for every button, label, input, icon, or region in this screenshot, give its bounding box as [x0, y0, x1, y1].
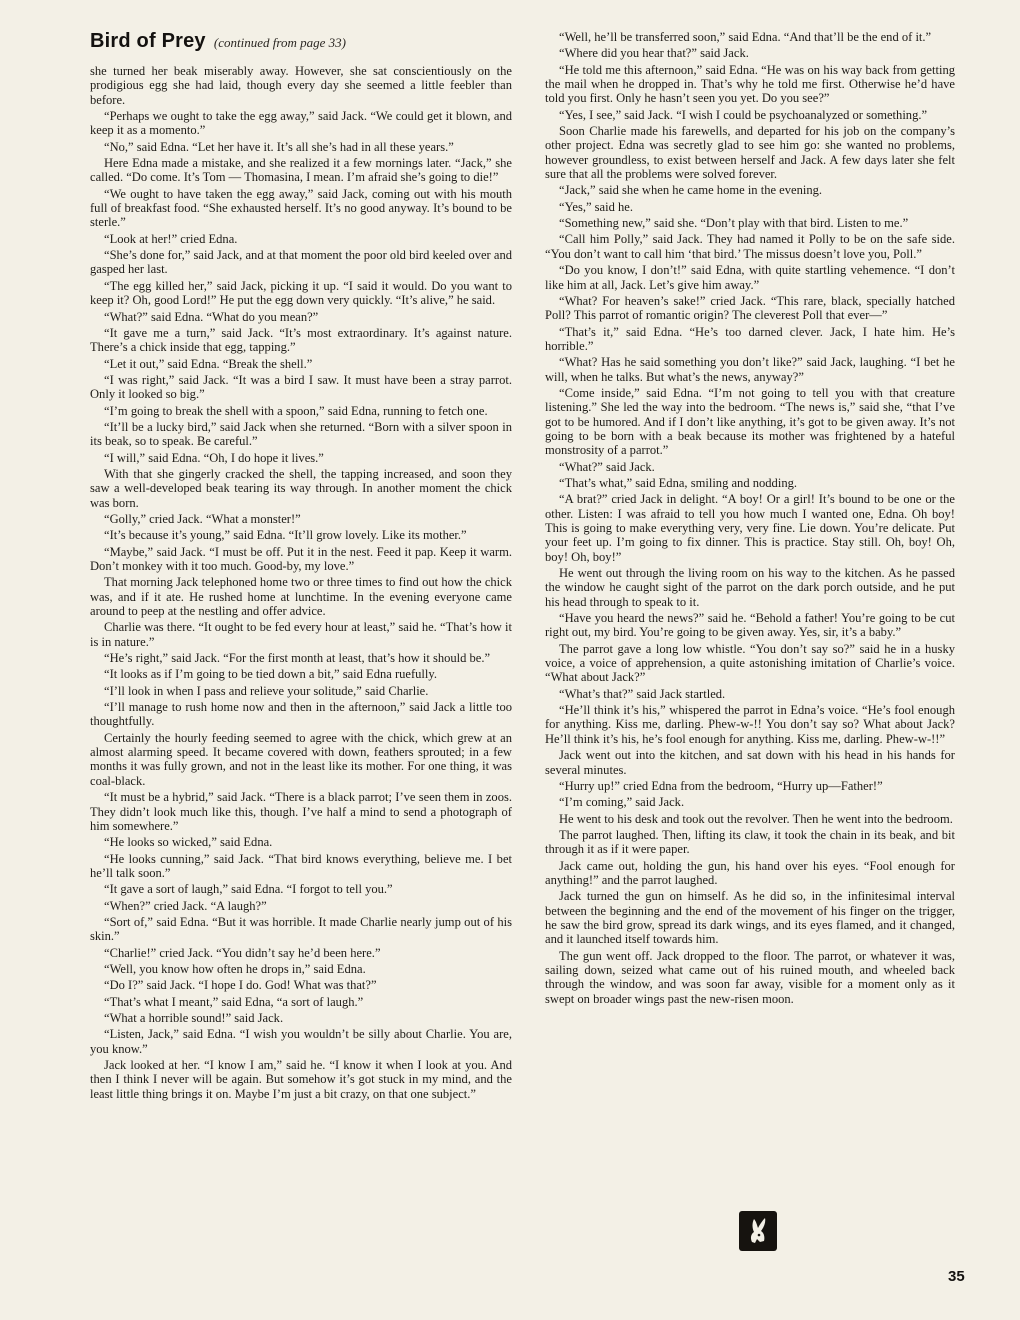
paragraph: “What? Has he said something you don’t like?” said Jack, laughing. “I bet he will, when he talks. But what’s the news, anyway?”	[545, 355, 955, 384]
paragraph: “Maybe,” said Jack. “I must be off. Put it in the nest. Feed it pap. Keep it warm. Don’t monkey with it too much. Good-by, my love.”	[90, 544, 512, 573]
left-column-body	[90, 64, 512, 1101]
paragraph: “I will,” said Edna. “Oh, I do hope it lives.”	[104, 450, 324, 465]
paragraph: “Have you heard the news?” said he. “Behold a father! You’re going to be cut right out, my bird. You’re going to be given away. Yes, sir, it’s a baby.”	[545, 611, 955, 640]
paragraph: she turned her beak miserably away. However, she sat conscientiously on the prodigious egg she had laid, though every day she seemed a little feebler than before.	[90, 64, 512, 107]
page-number: 35	[948, 1268, 965, 1285]
paragraph: “That’s what,” said Edna, smiling and nodding.	[559, 475, 797, 490]
paragraph: “It’ll be a lucky bird,” said Jack when she returned. “Born with a silver spoon in its beak, so to speak. Be careful.”	[90, 419, 512, 449]
paragraph: “I’ll look in when I pass and relieve your solitude,” said Charlie.	[104, 683, 429, 698]
article-heading	[90, 30, 512, 54]
paragraph: “That’s what I meant,” said Edna, “a sort of laugh.”	[104, 994, 364, 1009]
paragraph: “He looks so wicked,” said Edna.	[104, 835, 273, 850]
paragraph: The gun went off. Jack dropped to the floor. The parrot, or whatever it was, sailing down, seized what came out of his ruined mouth, and wheeled back through the window, and was soon far away, visible for a moment only as it swept on broader wings past the new-risen moon.	[545, 948, 955, 1006]
paragraph: “I’m going to break the shell with a spoon,” said Edna, running to fetch one.	[104, 403, 488, 418]
paragraph: “He told me this afternoon,” said Edna. “He was on his way back from getting the mail when he dropped in. That’s why he told me first. Otherwise he’d have told you first. Only he hasn’t seen you yet. Do you see?”	[545, 62, 955, 106]
paragraph: “I’m coming,” said Jack.	[559, 795, 685, 810]
paragraph: “He’ll think it’s his,” whispered the parrot in Edna’s voice. “He’s fool enough for anything. Kiss me, darling. Phew-w-!! You don’t say so? What about Jack? He’ll think it’s his, he’s fool enough for anything. Kiss me, darling. Phew-w-!!”	[545, 703, 955, 746]
paragraph: He went out through the living room on his way to the kitchen. As he passed the window he caught sight of the parrot on the dark porch outside, and he put his head through to speak to it.	[545, 566, 955, 609]
paragraph: The parrot gave a long low whistle. “You don’t say so?” said he in a husky voice, a voice of apprehension, a quite astonishing imitation of Charlie’s voice. “What about Jack?”	[545, 641, 955, 685]
left-column	[90, 30, 512, 1101]
paragraph: “Yes, I see,” said Jack. “I wish I could be psychoanalyzed or something.”	[559, 107, 928, 122]
paragraph: “What? For heaven’s sake!” cried Jack. “This rare, black, specially hatched Poll? This parrot of romantic origin? The cleverest Poll that ever—”	[545, 293, 955, 323]
paragraph: Jack turned the gun on himself. As he did so, in the infinitesimal interval between the beginning and the end of the movement of his finger on the trigger, he saw the bird grow, spread its dark wings, and its eyes flamed, and it changed, and it launched itself towards him.	[545, 889, 955, 947]
paragraph: “Perhaps we ought to take the egg away,” said Jack. “We could get it blown, and keep it as a momento.”	[90, 109, 512, 138]
right-column	[545, 30, 955, 1006]
paragraph: “Listen, Jack,” said Edna. “I wish you wouldn’t be silly about Charlie. You are, you know.”	[90, 1027, 512, 1056]
paragraph: “We ought to have taken the egg away,” said Jack, coming out with his mouth full of breakfast food. “She exhausted herself. It’s no good anyway. It’s bound to be sterle.”	[90, 186, 512, 230]
paragraph: “What’s that?” said Jack startled.	[559, 686, 726, 701]
paragraph: “Do I?” said Jack. “I hope I do. God! What was that?”	[104, 978, 377, 993]
paragraph: “What?” said Edna. “What do you mean?”	[104, 309, 319, 324]
paragraph: The parrot laughed. Then, lifting its claw, it took the chain in its beak, and bit through it as if it were paper.	[545, 827, 955, 857]
continued-note: (continued from page 33)	[213, 35, 346, 50]
paragraph: “Look at her!” cried Edna.	[104, 231, 238, 246]
paragraph: Certainly the hourly feeding seemed to agree with the chick, which grew at an almost alarming speed. It became covered with down, feathers sprouted; in a few months it was fully grown, and not in the least like its mother. For one thing, it was coal-black.	[90, 730, 512, 788]
article-title: Bird of Prey	[90, 30, 206, 52]
paragraph: “Do you know, I don’t!” said Edna, with quite startling vehemence. “I don’t like him at all, Jack. Let’s give him away.”	[545, 263, 955, 292]
paragraph: “Let it out,” said Edna. “Break the shell.”	[104, 356, 313, 371]
right-column-body	[545, 30, 955, 1006]
paragraph: “Where did you hear that?” said Jack.	[559, 46, 749, 61]
paragraph: That morning Jack telephoned home two or three times to find out how the chick was, and if it ate. He rushed home at lunchtime. In the evening everyone came around to peep at the nestling and offer advice.	[90, 575, 512, 619]
paragraph: Soon Charlie made his farewells, and departed for his job on the company’s other project. Edna was secretly glad to see him go: she wanted no problems, however groundless, to exist between herself and Jack. A few days later she felt sure that all the problems were solved forever.	[545, 124, 955, 182]
paragraph: “It’s because it’s young,” said Edna. “It’ll grow lovely. Like its mother.”	[104, 528, 467, 543]
paragraph: “Call him Polly,” said Jack. They had named it Polly to be on the safe side. “You don’t want to call him ‘that bird.’ The missus doesn’t love you, Poll.”	[545, 232, 955, 261]
paragraph: “She’s done for,” said Jack, and at that moment the poor old bird keeled over and gasped her last.	[90, 248, 512, 277]
paragraph: “He looks cunning,” said Jack. “That bird knows everything, believe me. I bet he’ll talk soon.”	[90, 851, 512, 880]
rabbit-head-logo	[739, 1211, 777, 1251]
paragraph: “What?” said Jack.	[559, 459, 655, 474]
paragraph: “Hurry up!” cried Edna from the bedroom, “Hurry up—Father!”	[559, 778, 883, 793]
paragraph: “It gave me a turn,” said Jack. “It’s most extraordinary. It’s against nature. There’s a chick inside that egg, tapping.”	[90, 325, 512, 355]
paragraph: Jack looked at her. “I know I am,” said he. “I know it when I look at you. And then I think I never will be again. But somehow it’s got stuck in my mind, and the least little thing brings it on. Maybe I’m just a bit crazy, on that one subject.”	[90, 1058, 512, 1101]
paragraph: “Charlie!” cried Jack. “You didn’t say he’d been here.”	[104, 945, 381, 960]
paragraph: Jack went out into the kitchen, and sat down with his head in his hands for several minutes.	[545, 748, 955, 777]
paragraph: “Well, he’ll be transferred soon,” said Edna. “And that’ll be the end of it.”	[559, 30, 932, 44]
paragraph: Here Edna made a mistake, and she realized it a few mornings later. “Jack,” she called. “Do come. It’s Tom — Thomasina, I mean. I’m afraid she’s going to die!”	[90, 156, 512, 185]
paragraph: Charlie was there. “It ought to be fed every hour at least,” said he. “That’s how it is in nature.”	[90, 620, 512, 649]
paragraph: “Yes,” said he.	[559, 199, 633, 214]
paragraph: Jack came out, holding the gun, his hand over his eyes. “Fool enough for anything!” and the parrot laughed.	[545, 858, 955, 887]
paragraph: “That’s it,” said Edna. “He’s too darned clever. Jack, I hate him. He’s horrible.”	[545, 324, 955, 353]
paragraph: “Come inside,” said Edna. “I’m not going to tell you with that creature listening.” She led the way into the bedroom. “The news is,” said she, “that I’ve got to be humored. And if I don’t like anything, it’s got to be given away. It’s not going to be born with a beak because its mother was frightened by a hateful monstrosity of a parrot.”	[545, 385, 955, 458]
paragraph: “Well, you know how often he drops in,” said Edna.	[104, 961, 366, 976]
paragraph: “It looks as if I’m going to be tied down a bit,” said Edna ruefully.	[104, 667, 437, 682]
paragraph: “It must be a hybrid,” said Jack. “There is a black parrot; I’ve seen them in zoos. They didn’t look much like this, though. I’ve half a mind to send a photograph of him somewhere.”	[90, 790, 512, 833]
paragraph: “No,” said Edna. “Let her have it. It’s all she’s had in all these years.”	[104, 139, 454, 154]
paragraph: “The egg killed her,” said Jack, picking it up. “I said it would. Do you want to keep it? Oh, good Lord!” He put the egg down very quickly. “It’s alive,” he said.	[90, 278, 512, 308]
paragraph: “I’ll manage to rush home now and then in the afternoon,” said Jack a little too thoughtfully.	[90, 700, 512, 729]
paragraph: “He’s right,” said Jack. “For the first month at least, that’s how it should be.”	[104, 651, 491, 666]
paragraph: “Sort of,” said Edna. “But it was horrible. It made Charlie nearly jump out of his skin.”	[90, 914, 512, 944]
paragraph: “When?” cried Jack. “A laugh?”	[104, 898, 267, 913]
paragraph: “Jack,” said she when he came home in the evening.	[559, 183, 823, 198]
paragraph: He went to his desk and took out the revolver. Then he went into the bedroom.	[559, 811, 953, 826]
paragraph: “A brat?” cried Jack in delight. “A boy! Or a girl! It’s bound to be one or the other. Listen: I was afraid to tell you how much I wanted one, Edna. Oh boy! This is going to make everything very, very fine. Lie down. You’re delicate. Put your feet up. I’m going to fix dinner. This is practice. Stay still. Oh, boy! Oh, boy! Oh, boy!”	[545, 492, 955, 564]
paragraph: With that she gingerly cracked the shell, the tapping increased, and soon they saw a well-developed beak tearing its way through. In another moment the chick was born.	[90, 466, 512, 510]
paragraph: “I was right,” said Jack. “It was a bird I saw. It must have been a stray parrot. Only it looked so big.”	[90, 372, 512, 402]
paragraph: “Golly,” cried Jack. “What a monster!”	[104, 511, 301, 526]
paragraph: “It gave a sort of laugh,” said Edna. “I forgot to tell you.”	[104, 882, 393, 897]
paragraph: “What a horrible sound!” said Jack.	[104, 1010, 284, 1025]
paragraph: “Something new,” said she. “Don’t play with that bird. Listen to me.”	[559, 216, 909, 231]
